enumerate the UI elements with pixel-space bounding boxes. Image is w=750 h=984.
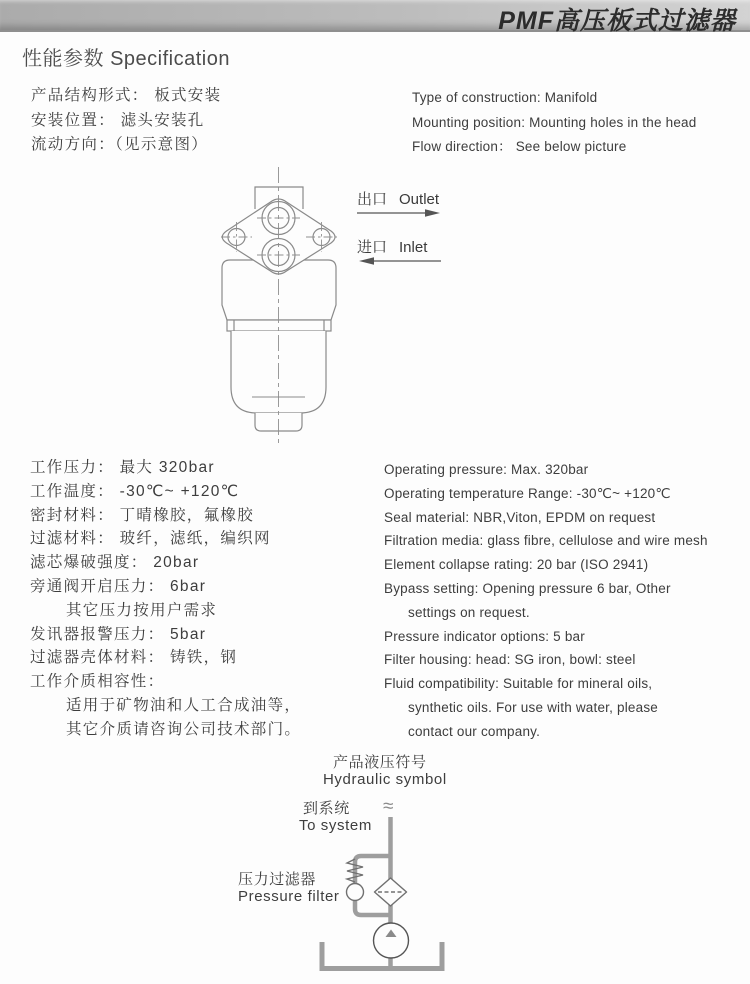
outlet-label-zh: 出口 bbox=[357, 191, 388, 208]
filter-symbol bbox=[375, 878, 407, 906]
spec-line: 工作温度： -30℃~ +120℃ bbox=[30, 482, 240, 500]
spec-line: 其它介质请咨询公司技术部门。 bbox=[66, 720, 302, 738]
top-specs-chinese bbox=[31, 84, 221, 158]
hydraulic-title-en: Hydraulic symbol bbox=[323, 771, 447, 788]
hydraulic-title-zh: 产品液压符号 bbox=[333, 754, 427, 771]
main-specs-chinese bbox=[30, 456, 301, 742]
outlet-arrow bbox=[357, 209, 440, 217]
spec-line: contact our company. bbox=[408, 723, 541, 739]
spec-line: Bypass setting: Opening pressure 6 bar, Other bbox=[384, 580, 671, 596]
spec-line: 适用于矿物油和人工合成油等， bbox=[66, 696, 302, 714]
outlet-label bbox=[357, 188, 439, 209]
to-system-label-en: To system bbox=[299, 817, 372, 834]
pressure-filter-label-en: Pressure filter bbox=[238, 888, 340, 905]
section-title bbox=[22, 42, 230, 71]
spec-line: 安装位置： 滤头安装孔 bbox=[31, 111, 205, 129]
spec-line: 滤芯爆破强度： 20bar bbox=[30, 554, 200, 572]
spec-line: 工作介质相容性： bbox=[30, 673, 165, 691]
spec-line: 密封材料： 丁晴橡胶，氟橡胶 bbox=[30, 506, 255, 524]
outlet-label-en: Outlet bbox=[399, 191, 440, 208]
spec-line: Seal material: NBR,Viton, EPDM on request bbox=[384, 509, 656, 525]
valve-ball bbox=[347, 884, 364, 901]
page-title: PMF高压板式过滤器 bbox=[498, 7, 736, 35]
spec-line: Operating temperature Range: -30℃~ +120℃ bbox=[384, 485, 671, 501]
line-break-symbol: ≈ bbox=[383, 796, 394, 817]
collar-ring bbox=[227, 320, 331, 331]
spec-line: Mounting position: Mounting holes in the head bbox=[412, 114, 697, 130]
spec-line: Pressure indicator options: 5 bar bbox=[384, 628, 585, 644]
spec-line: 工作压力： 最大 320bar bbox=[30, 459, 215, 476]
spec-line: Filter housing: head: SG iron, bowl: steel bbox=[384, 652, 636, 668]
spec-line: 过滤器壳体材料： 铸铁，钢 bbox=[30, 649, 238, 667]
inlet-label-zh: 进口 bbox=[357, 239, 388, 256]
main-specs-english bbox=[384, 458, 708, 744]
spec-line: 其它压力按用户需求 bbox=[66, 601, 218, 619]
spec-line: Element collapse rating: 20 bar (ISO 2941) bbox=[384, 557, 649, 573]
filter-drawing-area bbox=[0, 160, 750, 460]
spec-line: 流动方向：（见示意图） bbox=[31, 136, 209, 154]
inlet-label bbox=[357, 236, 427, 257]
spec-line: Flow direction： See below picture bbox=[412, 139, 627, 155]
spec-line: Filtration media: glass fibre, cellulose and wire mesh bbox=[384, 533, 708, 549]
hydraulic-circuit bbox=[230, 795, 460, 984]
spec-line: Fluid compatibility: Suitable for mineral oils, bbox=[384, 676, 653, 692]
inlet-label-en: Inlet bbox=[399, 239, 428, 256]
spec-line: Operating pressure: Max. 320bar bbox=[384, 462, 589, 477]
spec-line: 过滤材料： 玻纤，滤纸，编织网 bbox=[30, 530, 271, 548]
spec-line: 产品结构形式： 板式安装 bbox=[31, 87, 222, 104]
spec-line: Type of construction: Manifold bbox=[412, 90, 598, 105]
pressure-filter-label-zh: 压力过滤器 bbox=[238, 871, 317, 888]
section-title-zh: 性能参数 bbox=[22, 48, 104, 70]
top-specs-english bbox=[412, 86, 696, 160]
section-title-en: Specification bbox=[110, 48, 230, 70]
inlet-arrow bbox=[359, 257, 441, 265]
spec-line: 发讯器报警压力： 5bar bbox=[30, 625, 207, 643]
pump-symbol bbox=[374, 923, 409, 958]
spec-line: 旁通阀开启压力： 6bar bbox=[30, 577, 207, 595]
spec-line: synthetic oils. For use with water, please bbox=[408, 699, 659, 715]
spec-line: settings on request. bbox=[408, 604, 530, 620]
to-system-label-zh: 到系统 bbox=[303, 800, 350, 817]
